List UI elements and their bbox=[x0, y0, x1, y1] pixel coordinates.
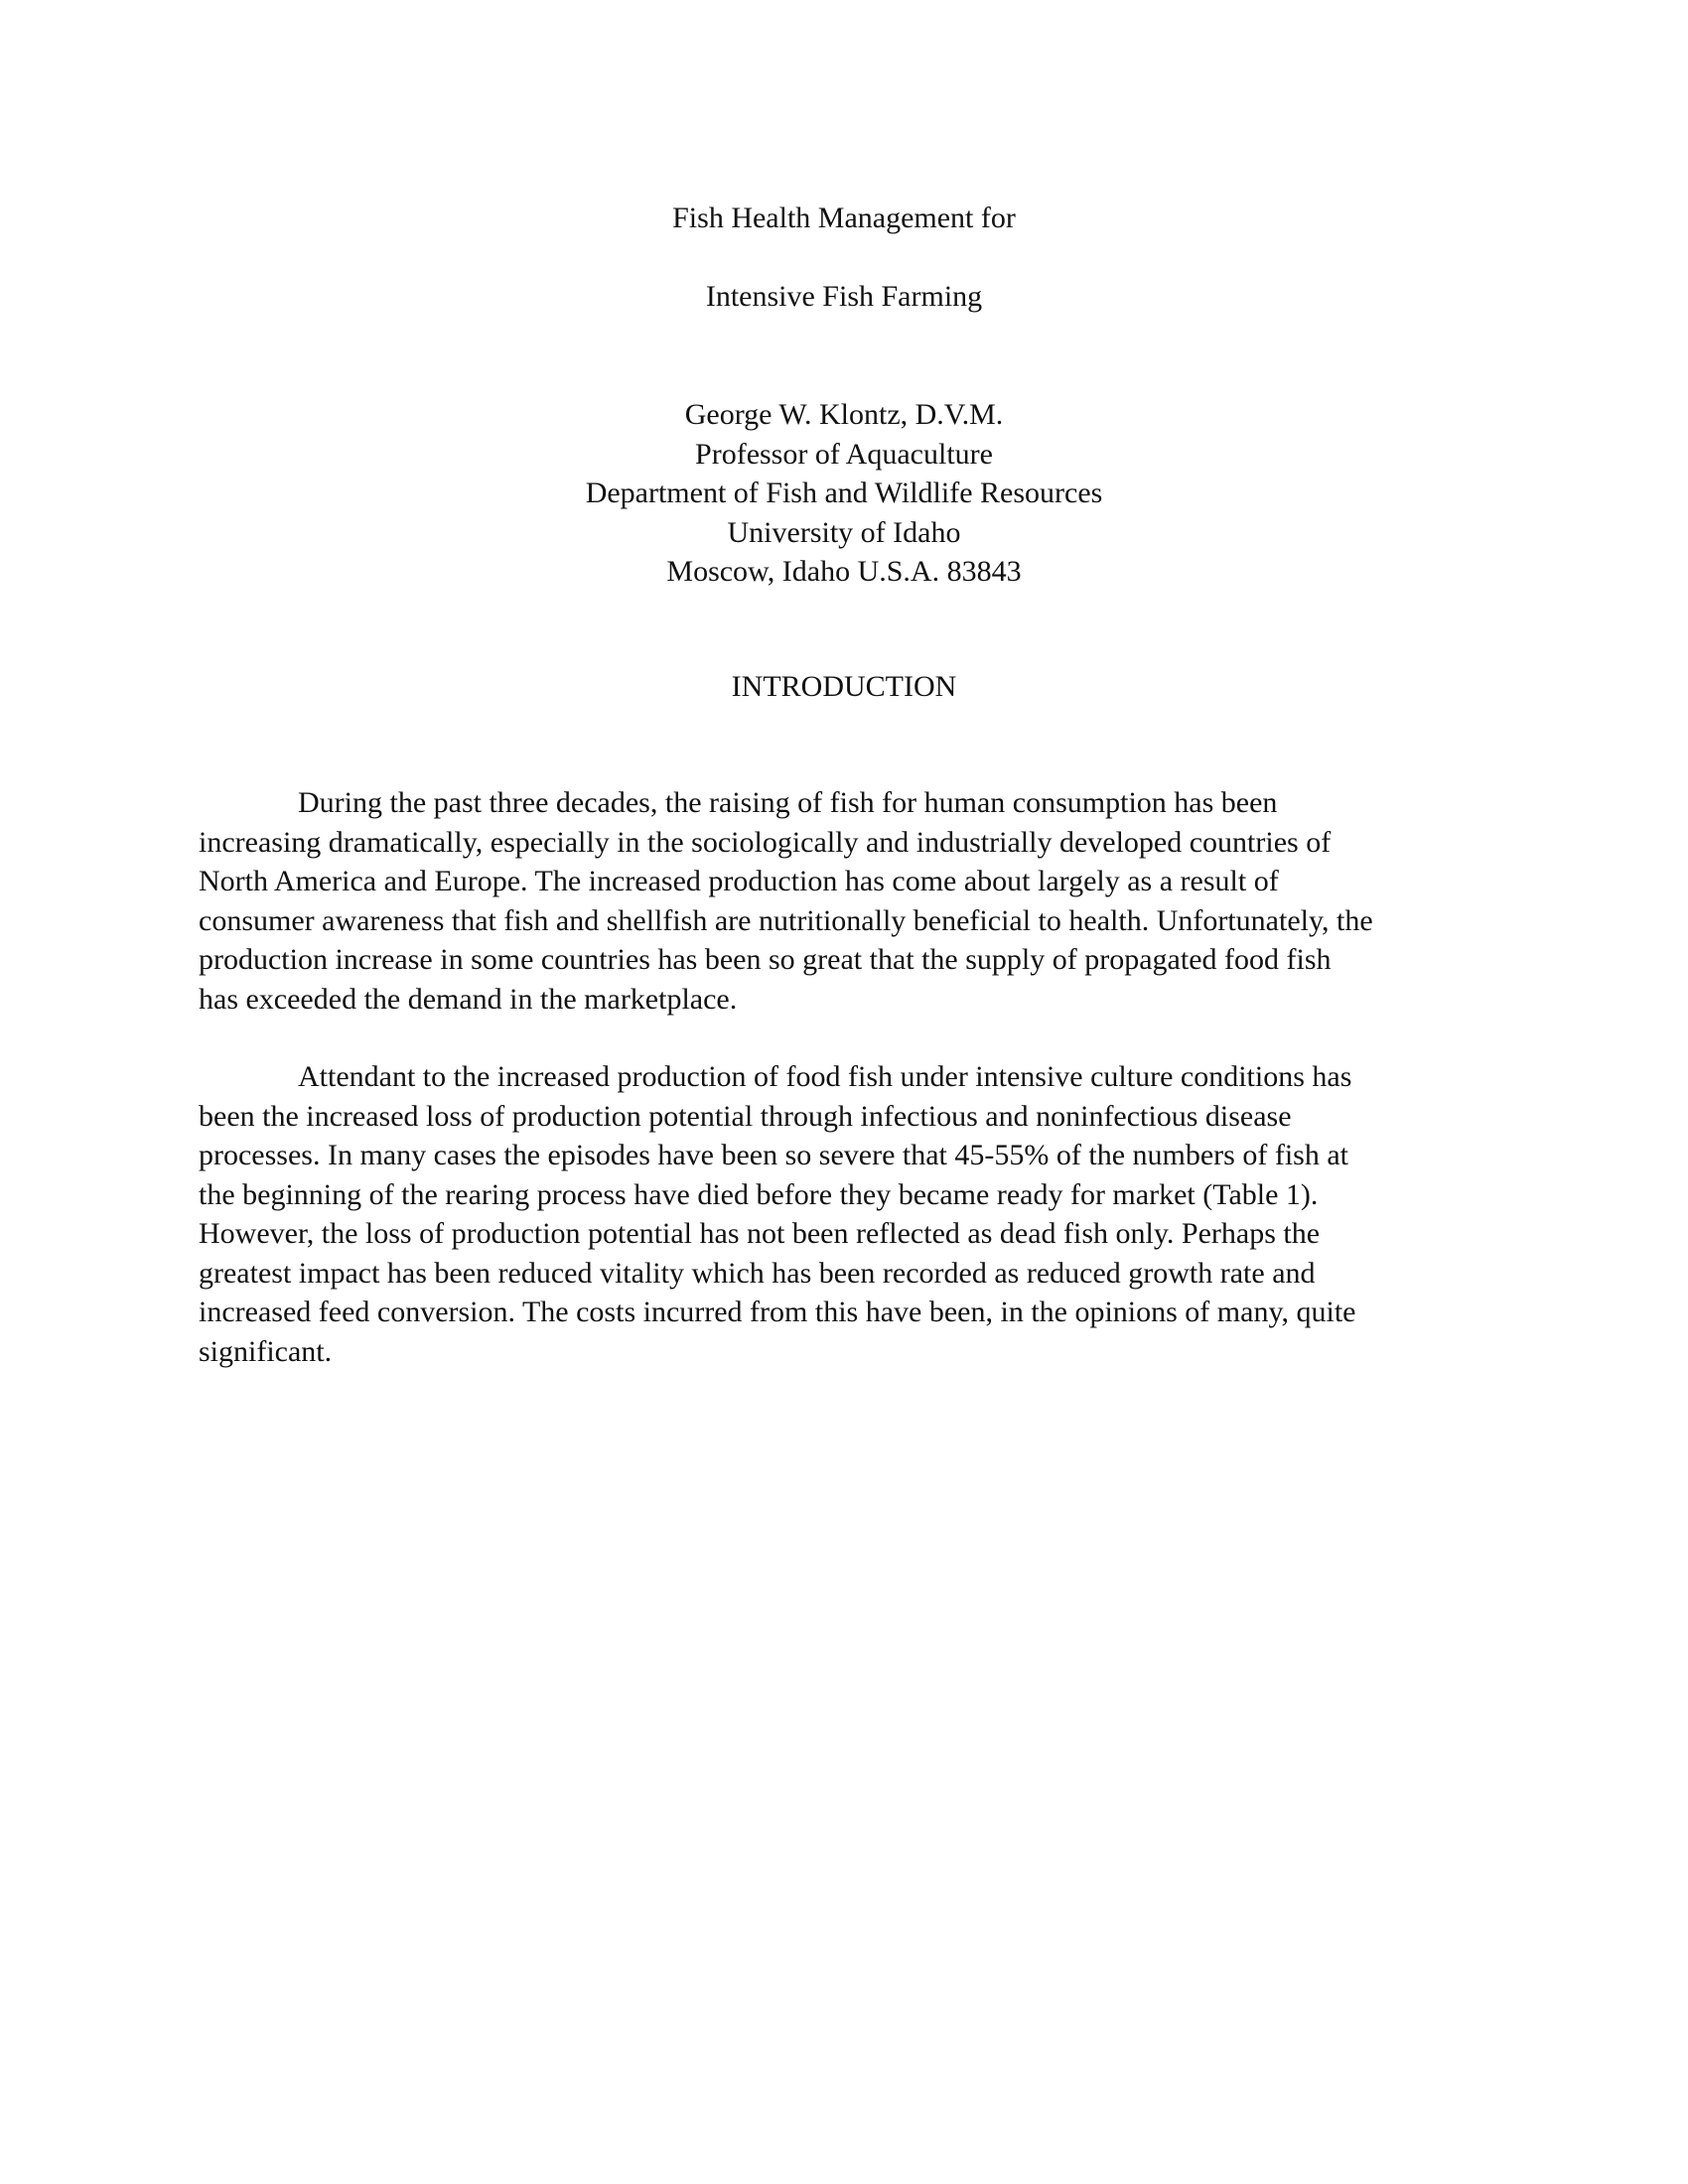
author-department: Department of Fish and Wildlife Resources bbox=[585, 477, 1103, 509]
paragraph-line: significant. bbox=[199, 1334, 333, 1368]
paragraph-line: production increase in some countries has been so great that the supply of propagated food fish bbox=[199, 943, 1332, 976]
author-address: Moscow, Idaho U.S.A. 83843 bbox=[666, 555, 1022, 588]
author-name: George W. Klontz, D.V.M. bbox=[684, 398, 1004, 431]
paragraph-line: the beginning of the rearing process have died before they became ready for market (Table 1). bbox=[199, 1177, 1319, 1211]
title-line-1: Fish Health Management for bbox=[672, 202, 1016, 234]
paragraph-line: been the increased loss of production potential through infectious and noninfectious disease bbox=[199, 1099, 1292, 1133]
author-position: Professor of Aquaculture bbox=[695, 437, 993, 471]
author-block bbox=[0, 395, 1688, 592]
paragraph-line: consumer awareness that fish and shellfish are nutritionally beneficial to health. Unfortunately, the bbox=[199, 903, 1373, 937]
paragraph-line: processes. In many cases the episodes have been so severe that 45-55% of the numbers of fish at bbox=[199, 1139, 1348, 1171]
section-heading: INTRODUCTION bbox=[731, 670, 957, 703]
paragraph-line: However, the loss of production potential has not been reflected as dead fish only. Perhaps the bbox=[199, 1217, 1321, 1250]
paragraph-line: increased feed conversion. The costs incurred from this have been, in the opinions of many, quite bbox=[199, 1296, 1356, 1328]
author-university: University of Idaho bbox=[727, 515, 961, 549]
paragraph-line: greatest impact has been reduced vitality which has been recorded as reduced growth rate and bbox=[199, 1256, 1316, 1290]
paragraph-line: During the past three decades, the raising of fish for human consumption has been bbox=[298, 786, 1278, 819]
paragraph-line: has exceeded the demand in the marketplace. bbox=[199, 982, 738, 1016]
paragraph-line: Attendant to the increased production of food fish under intensive culture conditions has bbox=[298, 1060, 1352, 1093]
paragraph-line: North America and Europe. The increased production has come about largely as a result of bbox=[199, 865, 1279, 897]
paragraph-line: increasing dramatically, especially in the sociologically and industrially developed countries of bbox=[199, 825, 1332, 859]
title-line-2: Intensive Fish Farming bbox=[705, 280, 983, 313]
